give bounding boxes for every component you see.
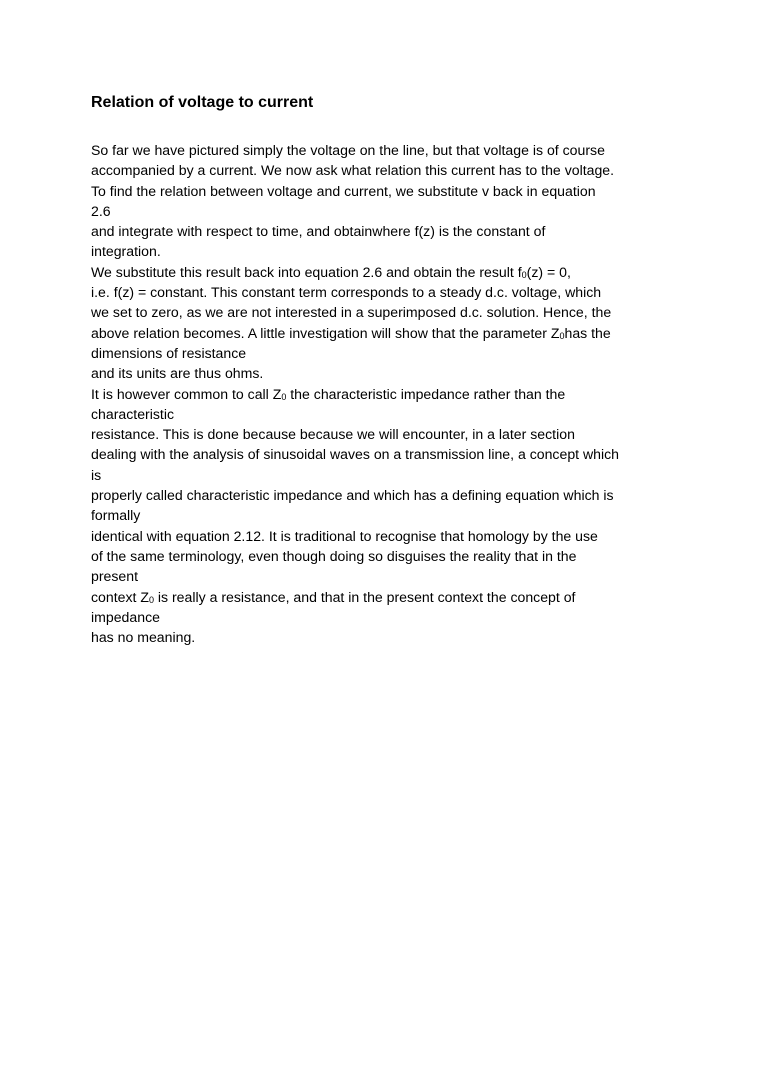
- text-line: i.e. f(z) = constant. This constant term corresponds to a steady d.c. voltage, which: [91, 284, 602, 301]
- text-line: [91, 384, 691, 404]
- text-line: of the same terminology, even though doing so disguises the reality that in the: [91, 547, 577, 564]
- text-line: resistance. This is done because because we will encounter, in a later section: [91, 426, 575, 443]
- subscript: 0: [521, 269, 527, 280]
- text-line: dealing with the analysis of sinusoidal waves on a transmission line, a concept which: [91, 446, 620, 463]
- text-line: dimensions of resistance: [91, 344, 247, 361]
- text-segment: context Z: [91, 588, 149, 605]
- text-line: we set to zero, as we are not interested in a superimposed d.c. solution. Hence, the: [91, 304, 612, 321]
- text-line: and its units are thus ohms.: [91, 365, 264, 382]
- text-line: [91, 587, 691, 607]
- text-segment: (z) = 0,: [526, 263, 571, 280]
- text-segment: We substitute this result back into equation 2.6 and obtain the result f: [91, 263, 522, 280]
- text-line: integration.: [91, 243, 161, 260]
- text-line: is: [91, 466, 102, 483]
- text-line: 2.6: [91, 202, 111, 219]
- subscript: 0: [281, 391, 287, 402]
- text-line: present: [91, 568, 139, 585]
- subscript: 0: [148, 594, 154, 605]
- text-line: identical with equation 2.12. It is traditional to recognise that homology by the use: [91, 527, 598, 544]
- text-segment: the characteristic impedance rather than the: [286, 385, 566, 402]
- body-paragraph: [91, 140, 691, 647]
- section-title: Relation of voltage to current: [91, 94, 314, 111]
- text-line: properly called characteristic impedance and which has a defining equation which is: [91, 487, 614, 504]
- text-line: characteristic: [91, 405, 175, 422]
- text-segment: above relation becomes. A little investigation will show that the parameter Z: [91, 324, 560, 341]
- text-segment: is really a resistance, and that in the present context the concept of: [153, 588, 576, 605]
- text-line: accompanied by a current. We now ask what relation this current has to the voltage.: [91, 162, 615, 179]
- text-line: To find the relation between voltage and current, we substitute v back in equation: [91, 182, 596, 199]
- text-segment: It is however common to call Z: [91, 385, 282, 402]
- subscript: 0: [559, 330, 565, 341]
- text-line: has no meaning.: [91, 629, 196, 646]
- text-segment: has the: [564, 324, 611, 341]
- text-line: and integrate with respect to time, and obtainwhere f(z) is the constant of: [91, 223, 546, 240]
- text-line: [91, 323, 691, 343]
- text-line: [91, 262, 691, 282]
- text-line: formally: [91, 507, 141, 524]
- text-line: impedance: [91, 608, 160, 625]
- text-line: So far we have pictured simply the voltage on the line, but that voltage is of course: [91, 142, 605, 158]
